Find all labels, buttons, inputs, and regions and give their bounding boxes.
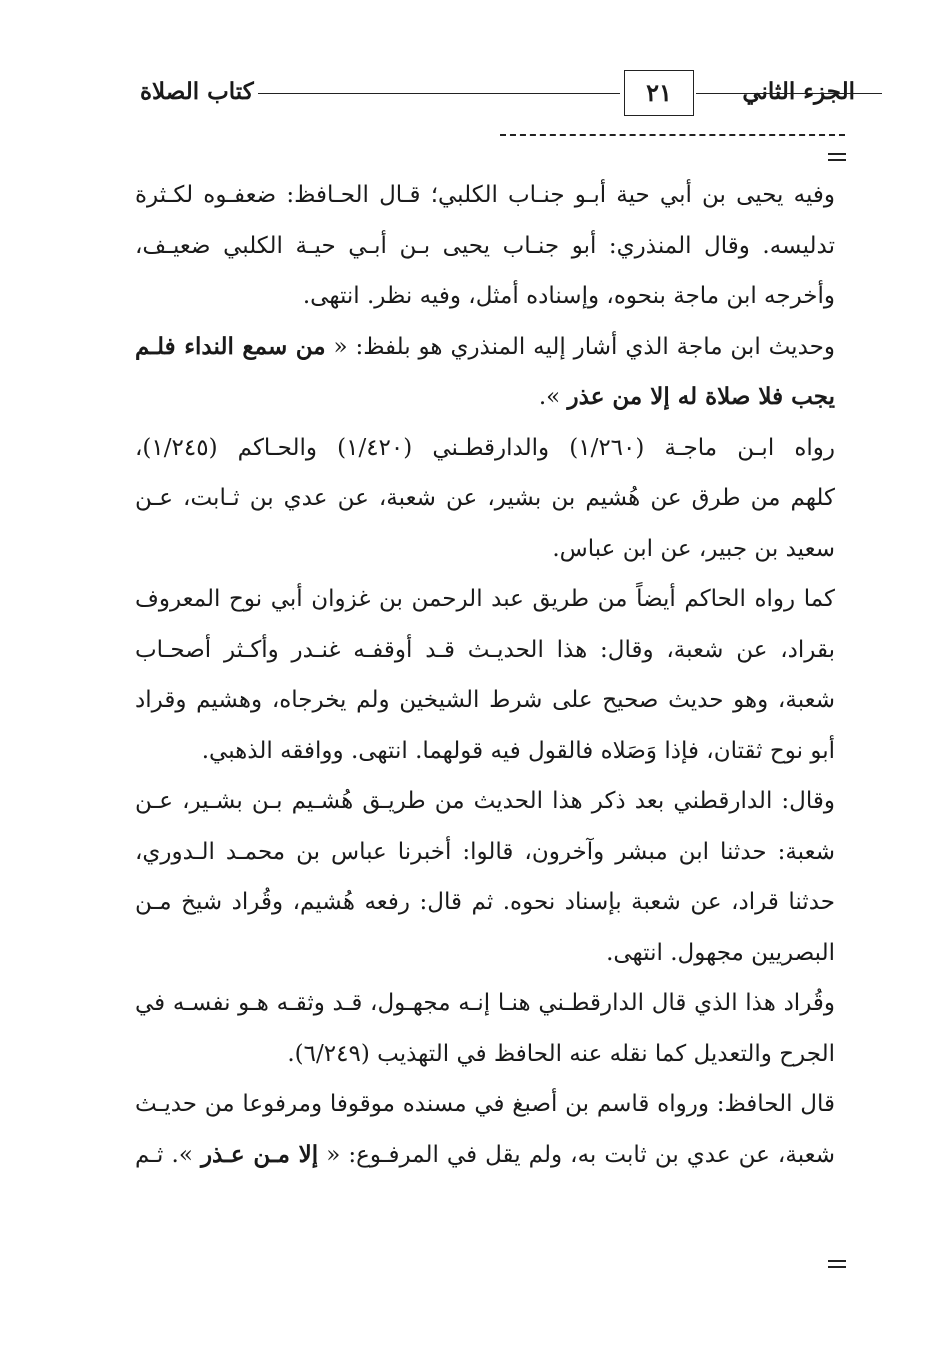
line-text: وقُراد هذا الذي قال الدارقطـني هنـا إنـه مجهـول، قـد وثقـه هـو نفسـه في — [135, 990, 835, 1016]
text-line — [135, 776, 835, 827]
double-rule-mark-bottom — [828, 1260, 846, 1268]
text-line — [135, 978, 835, 1029]
line-text: رواه ابـن ماجـة (١/٢٦٠) والدارقطـني (١/٤٢٠) والحـاكم (١/٢٤٥)، — [135, 434, 835, 461]
text-line — [135, 1130, 835, 1181]
line-text: وحديث ابن ماجة الذي أشار إليه المنذري هو بلفظ: « — [325, 333, 835, 360]
header-dashed-rule — [500, 134, 845, 136]
text-line — [135, 221, 835, 272]
text-line — [135, 524, 835, 575]
line-text: شعبة، وهو حديث صحيح على شرط الشيخين ولم يخرجاه، وهشيم وقراد — [135, 687, 835, 713]
book-title: كتاب الصلاة — [140, 78, 254, 105]
line-text: ». ثـم — [135, 1141, 201, 1168]
line-text: حدثنا قراد، عن شعبة بإسناد نحوه. ثم قال: رفعه هُشيم، وقُراد شيخ مـن — [135, 889, 835, 915]
line-text: شعبة، عن عدي بن ثابت به، ولم يقل في المرفـوع: « — [318, 1141, 835, 1168]
text-line — [135, 827, 835, 878]
line-text: وقال: الدارقطني بعد ذكر هذا الحديث من طريـق هُشـيم بـن بشـير، عـن — [135, 788, 835, 814]
part-title: الجزء الثاني — [742, 78, 855, 105]
line-text: سعيد بن جبير، عن ابن عباس. — [552, 535, 835, 562]
text-line — [135, 271, 835, 322]
hadith-text: يجب فلا صلاة له إلا من عذر — [567, 383, 835, 410]
page-number: ٢١ — [646, 78, 672, 107]
line-text: البصريين مجهول. انتهى. — [606, 939, 835, 966]
text-line — [135, 1029, 835, 1080]
text-line — [135, 170, 835, 221]
double-rule-mark-top — [828, 153, 846, 161]
text-line — [135, 322, 835, 373]
running-header — [140, 70, 855, 120]
line-text: شعبة: حدثنا ابن مبشر وآخرون، قالوا: أخبرنا عباس بن محمـد الـدوري، — [135, 838, 835, 865]
text-line — [135, 473, 835, 524]
hadith-text: إلا مـن عـذر — [200, 1140, 319, 1168]
line-text: أبو نوح ثقتان، فإذا وَصَلاه فالقول فيه قولهما. انتهى. ووافقه الذهبي. — [201, 737, 835, 764]
page-body — [135, 170, 835, 1180]
text-line — [135, 423, 835, 474]
line-text: ». — [538, 384, 568, 410]
line-text: وفيه يحيى بن أبي حية أبـو جنـاب الكلبي؛ قـال الحـافظ: ضعفـوه لكـثرة — [135, 182, 835, 208]
line-text: بقراد، عن شعبة، وقال: هذا الحديـث قـد أوقفـه غنـدر وأكـثر أصحـاب — [135, 636, 835, 663]
header-rule-left — [258, 93, 620, 94]
header-rule-right — [696, 93, 882, 94]
text-line — [135, 928, 835, 979]
page-number-box — [624, 70, 694, 116]
text-line — [135, 1079, 835, 1130]
text-line — [135, 625, 835, 676]
text-line — [135, 675, 835, 726]
line-text: الجرح والتعديل كما نقله عنه الحافظ في التهذيب (٦/٢٤٩). — [287, 1040, 835, 1067]
text-line — [135, 726, 835, 777]
line-text: تدليسه. وقال المنذري: أبو جنـاب يحيى بـن أبـي حيـة الكلبي ضعيـف، — [135, 232, 835, 259]
text-line — [135, 372, 835, 423]
line-text: قال الحافظ: ورواه قاسم بن أصبغ في مسنده موقوفا ومرفوعا من حديـث — [135, 1091, 835, 1117]
line-text: كما رواه الحاكم أيضاً من طريق عبد الرحمن بن غزوان أبي نوح المعروف — [135, 586, 835, 612]
hadith-text: من سمع النداء فلـم — [135, 332, 326, 360]
text-line — [135, 877, 835, 928]
line-text: كلهم من طرق عن هُشيم بن بشير، عن شعبة، عن عدي بن ثـابت، عـن — [135, 485, 835, 511]
text-line — [135, 574, 835, 625]
line-text: وأخرجه ابن ماجة بنحوه، وإسناده أمثل، وفيه نظر. انتهى. — [302, 283, 835, 309]
